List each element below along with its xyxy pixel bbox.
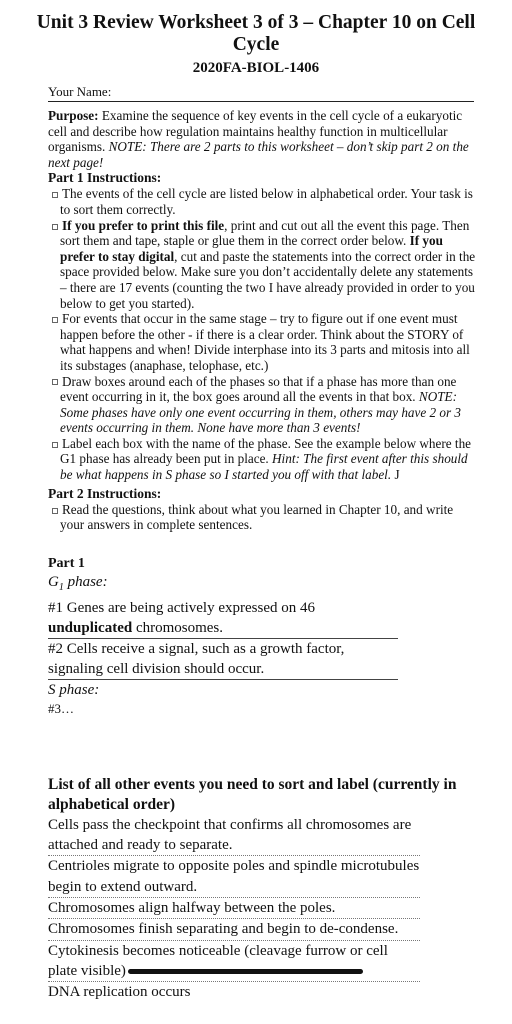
name-field[interactable]: [48, 84, 474, 102]
instruction-note: NOTE: Some phases have only one event occurring in them, others may have 2 or 3 events occurring in them. None have more than 3 events!: [60, 389, 462, 436]
part2-instructions-heading: Part 2 Instructions:: [48, 485, 162, 501]
s-phase-label: S phase:: [48, 681, 100, 698]
instruction-text: Read the questions, think about what you learned in Chapter 10, and write your answers in complete sentences.: [60, 501, 454, 533]
part1-heading: Part 1: [48, 555, 85, 571]
instruction-text: For events that occur in the same stage – try to figure out if one event must happen before the other - if there is a clear order. Think about the STORY of what happens and when! Divide interphase into its 3 parts and mitosis into all its substages (anaphase, telophase, etc.): [60, 311, 470, 373]
instruction-text: , cut and paste the statements into the correct order in the space provided below. Make sure you don’t accidentally delete any statements – there are 17 events (counting the two I have already provided in order to you below to get you started).: [60, 248, 476, 311]
purpose-note: NOTE: There are 2 parts to this worksheet – don’t skip part 2 on the next page!: [48, 139, 469, 170]
instruction-bullet-3: [48, 311, 478, 373]
part1-instructions: [48, 170, 478, 532]
purpose-text: Examine the sequence of key events in the cell cycle of a eukaryotic cell and describe how regulation maintains healthy function in multicellular organisms.: [48, 108, 463, 155]
list-item[interactable]: Chromosomes finish separating and begin to de-condense.: [48, 919, 420, 940]
instruction-end: J: [391, 467, 400, 483]
event-2[interactable]: [48, 639, 398, 680]
instruction-bullet-2: [48, 218, 478, 312]
bullet-box-icon: [52, 379, 58, 385]
purpose-label: Purpose:: [48, 108, 99, 123]
bullet-box-icon: [52, 192, 58, 198]
instruction-text: Label each box with the name of the phase. See the example below where the G1 phase has already been put in place.: [60, 435, 472, 467]
event-1-end: chromosomes.: [132, 619, 224, 636]
list-item-text: Cytokinesis becomes noticeable (cleavage furrow or cell plate visible): [48, 942, 388, 979]
event-2-text: #2 Cells receive a signal, such as a growth factor, signaling cell division should occur.: [48, 639, 398, 680]
event-1[interactable]: [48, 598, 398, 639]
part1-section: [0, 555, 512, 717]
event-3-placeholder[interactable]: #3…: [48, 700, 74, 716]
g1-phase-label: [48, 572, 512, 598]
list-item[interactable]: [48, 982, 420, 1001]
name-label: Your Name:: [48, 84, 112, 99]
page-title: Unit 3 Review Worksheet 3 of 3 – Chapter 10 on Cell Cycle: [36, 12, 476, 55]
digital-option-label: If you prefer to stay digital: [60, 233, 443, 264]
g1-subscript: 1: [58, 581, 64, 593]
event-1-text: #1 Genes are being actively expressed on 46: [48, 599, 315, 616]
instruction-text: Draw boxes around each of the phases so that if a phase has more than one event occurring in it, the box goes around all the events in that box.: [60, 373, 457, 405]
events-list-heading: List of all other events you need to sort and label (currently in alphabetical order): [48, 775, 457, 813]
instruction-hint: Hint: The first event after this should be what happens in S phase so I started you off with that label.: [60, 451, 468, 483]
part1-instructions-heading: Part 1 Instructions:: [48, 170, 162, 186]
events-list: [48, 815, 420, 1001]
g1-rest: phase:: [63, 573, 108, 590]
part2-instruction-bullet: [48, 502, 478, 533]
list-item[interactable]: [48, 941, 420, 983]
list-item[interactable]: Centrioles migrate to opposite poles and spindle microtubules begin to extend outward.: [48, 856, 420, 898]
instruction-bullet-1: [48, 186, 478, 217]
instruction-bullet-5: [48, 436, 478, 483]
bullet-box-icon: [52, 224, 58, 230]
purpose-paragraph: [48, 108, 478, 170]
bullet-box-icon: [52, 317, 58, 323]
bullet-box-icon: [52, 442, 58, 448]
g1-letter: G: [48, 573, 59, 590]
list-item[interactable]: Cells pass the checkpoint that confirms all chromosomes are attached and ready to separate.: [48, 815, 420, 857]
course-code: 2020FA-BIOL-1406: [192, 60, 320, 76]
event-1-emphasis: unduplicated: [48, 619, 133, 636]
print-option-label: If you prefer to print this file: [62, 217, 225, 233]
redaction-mark: [128, 969, 363, 974]
instruction-bullet-4: [48, 374, 478, 436]
instruction-text: The events of the cell cycle are listed below in alphabetical order. Your task is to sort them correctly.: [60, 186, 473, 217]
bullet-box-icon: [52, 508, 58, 514]
instruction-text: , print and cut out all the event this page. Then sort them and tape, staple or glue them in the correct order below.: [60, 217, 470, 249]
list-item[interactable]: Chromosomes align halfway between the poles.: [48, 898, 420, 919]
list-item-text: DNA replication occurs: [48, 984, 191, 1001]
